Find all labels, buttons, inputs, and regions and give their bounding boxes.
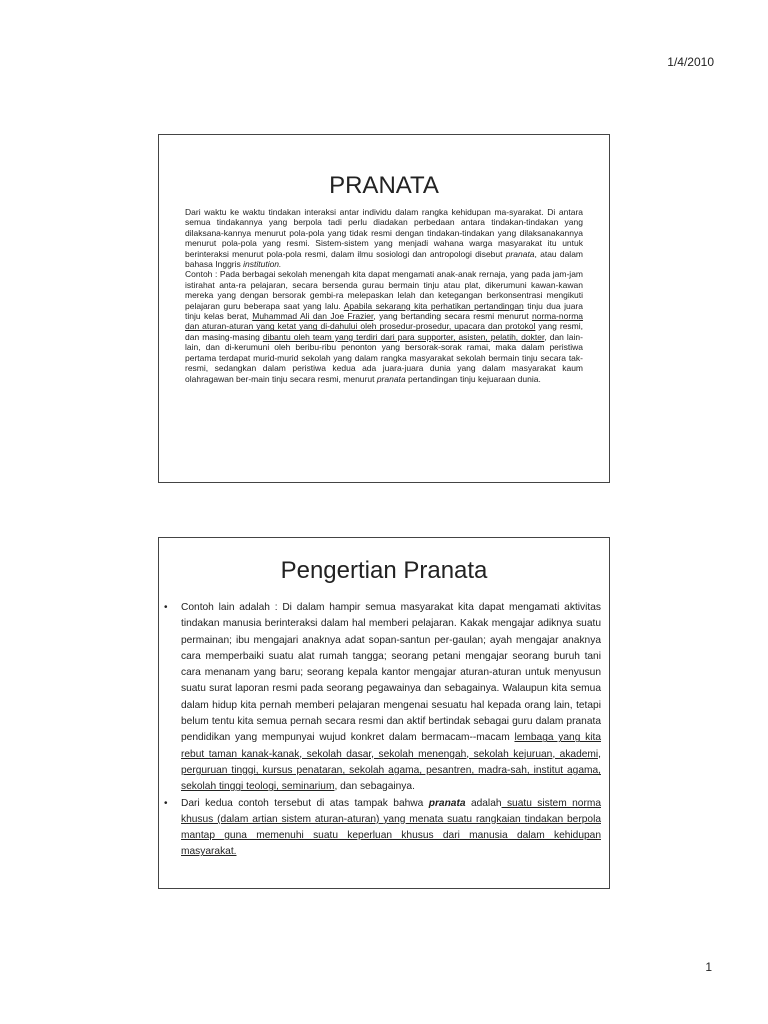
italic-term: pranata [505,248,535,259]
underlined-text: lembaga yang kita rebut taman kanak-kanak, sekolah dasar, sekolah menengah, sekolah kejuruan, akademi, perguruan tinggi, kursus penataran, sekolah agama, pesantren, madra-sah, institut agama, sekolah tinggi teologi, seminarium [181,732,602,793]
italic-term: pranata [428,797,466,809]
list-item [164,796,601,861]
text-run: , dan lain-lain, dan di-kerumuni oleh beribu-ribu penonton yang bersorak-sorak ramai, maka dalam peristiwa pertama terdapat murid-murid sekolah yang dalam rangka masyarakat sekolah bermain tinju secara tak-resmi, sedangkan dalam peristiwa kedua ada juara-juara dunia yang dalam masyarakat kaum olahragawan ber-main tinju secara resmi, menurut [185,331,583,384]
text-run: pertandingan tinju kejuaraan dunia. [405,373,541,384]
underlined-text: Muhammad Ali dan Joe Frazier [252,311,374,322]
slide-title: Pengertian Pranata [280,557,488,584]
underlined-text: dibantu oleh team yang terdiri dari para supporter, asisten, pelatih, dokter [262,331,545,342]
text-run: adalah [465,797,502,809]
bullet-list [164,600,602,861]
date-label: 1/4/2010 [667,55,714,69]
slide-pengertian-pranata [158,537,610,889]
italic-term: pranata [376,373,406,384]
text-run: Contoh : Pada berbagai sekolah menengah kita dapat mengamati anak-anak rernaja, yang pada jam-jam istirahat anta-ra pelajaran, secara bersenda gurau bermain tinju atau plat, dikerumuni kawan-kawan mereka yang dengan bersorak gembi-ra melepaskan lelah dan ketegangan berkonsentrasi mengikuti pelajaran guru beberapa saat yang lalu. [185,269,583,311]
text-run: , atau dalam bahasa Inggris [185,248,584,270]
bullet-icon: • [164,797,168,809]
list-item [164,600,602,796]
text-run: , yang bertanding secara resmi menurut [373,311,532,322]
slide-pranata [158,134,610,483]
text-run: yang resmi, dan masing-masing [185,321,583,342]
text-run: tinju dua juara tinju kelas berat, [185,300,583,322]
text-run: Contoh lain adalah : Di dalam hampir semua masyarakat kita dapat mengamati aktivitas tindakan manusia berinteraksi dalam hal memberi pelajaran. Kakak mengajar adiknya suatu permainan; ibu mengajari anaknya adat sopan-santun per-gaulan; ayah mengajar anaknya cara memperbaiki suatu alat rumah tangga; seorang petani mengajar seorang buruh tani cara menanam yang baru; seorang kepala kantor mengajar aturan-aturan untuk menyusun suatu surat laporan resmi pada seorang pegawainya dan sebagainya. Walaupun kita semua dalam hidup kita pernah memberi pelajaran mengenai sesuatu hal kepada orang lain, tetapi belum tentu kita semua pernah secara resmi dan aktif bertindak sebagai guru dalam pranata pendidikan yang mempunyai wujud konkret dalam bermacam--macam [181,602,601,744]
paragraph-definition [185,207,583,269]
underlined-text: Apabila sekarang kita perhatikan pertandingan [343,300,524,311]
text-run: , dan sebagainya. [334,781,415,793]
bullet-icon: • [164,602,168,613]
underlined-text: norma-norma dan aturan-aturan yang ketat yang di-dahului oleh prosedur-prosedur, upacara dan protokol [185,311,584,332]
text-run: Dari kedua contoh tersebut di atas tampak bahwa [181,797,429,809]
paragraph-example [185,269,583,383]
italic-term: institution. [243,259,282,270]
slide-body [185,207,583,384]
underlined-text: suatu sistem norma khusus (dalam artian sistem aturan-aturan) yang menata suatu rangkaian tindakan berpola mantap guna memenuhi suatu keperluan khusus dari manusia dalam kehidupan masyarakat. [181,797,601,858]
text-run: Dari waktu ke waktu tindakan interaksi antar individu dalam rangka kehidupan ma-syarakat. Di antara semua tindakannya yang berpola tadi perlu diadakan perbedaan antara tindakan-tindakan yang dilaksana-kannya menurut pola-pola yang tidak resmi dengan tindakan-tindakan yang dilaksanakannya menurut pola-pola yang resmi. Sistem-sistem yang menjadi wahana warga masyarakat itu untuk berinteraksi menurut pola-pola resmi, dalam ilmu sosiologi dan antropologi disebut [185,207,583,259]
page-number: 1 [705,960,712,974]
slide-title: PRANATA [329,172,439,199]
